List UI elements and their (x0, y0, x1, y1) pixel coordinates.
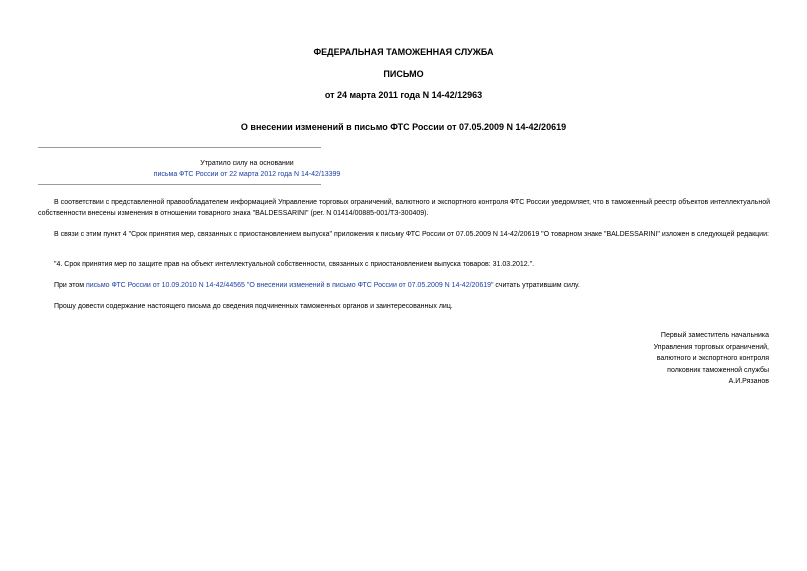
doc-type: ПИСЬМО (383, 69, 424, 79)
signature-line-1: Первый заместитель начальника (660, 332, 769, 339)
old-letter-link[interactable]: письмо ФТС России от 10.09.2010 N 14-42/44565 "О внесении изменений в письмо ФТС России от 07.05.2009 N 14-42/20619" (85, 282, 494, 289)
paragraph-3: "4. Срок принятия мер по защите прав на объект интеллектуальной собственности, связанных с приостановлением выпуска товаров: 31.03.2012.". (54, 261, 535, 268)
status-link-line (0, 169, 632, 180)
doc-date-number: от 24 марта 2011 года N 14-42/12963 (324, 90, 483, 100)
repeal-letter-link[interactable]: письма ФТС России от 22 марта 2012 года N 14-42/13399 (153, 171, 341, 178)
signature-name: А.И.Рязанов (728, 378, 769, 385)
signature-block (654, 330, 769, 388)
paragraph-4-suffix: считать утратившим силу. (493, 282, 580, 289)
paragraph-1: В соответствии с представленной правообладателем информацией Управление торговых ограничений, валютного и экспортного контроля ФТС России уведомляет, что в таможенный реестр объектов интеллектуальной собственности внесены изменения в отношении товарного знака "BALDESSARINI" (рег. N 01414/00885-001/ТЗ-300409). (38, 199, 770, 217)
divider-top (38, 147, 321, 148)
doc-subject: О внесении изменений в письмо ФТС России от 07.05.2009 N 14-42/20619 (240, 122, 567, 132)
signature-line-3: валютного и экспортного контроля (656, 355, 769, 362)
paragraph-2: В связи с этим пункт 4 "Срок принятия мер, связанных с приостановлением выпуска" приложения к письму ФТС России от 07.05.2009 N 14-42/20619 "О товарном знаке "BALDESSARINI" изложен в следующей редакции: (54, 231, 769, 238)
org-title: ФЕДЕРАЛЬНАЯ ТАМОЖЕННАЯ СЛУЖБА (313, 47, 494, 57)
paragraph-4 (38, 280, 770, 291)
paragraph-5: Прошу довести содержание настоящего письма до сведения подчиненных таможенных органов и заинтересованных лиц. (54, 303, 453, 310)
status-text: Утратило силу на основании (200, 160, 294, 167)
paragraph-4-prefix: При этом (54, 282, 86, 289)
signature-line-2: Управления торговых ограничений, (653, 343, 769, 351)
signature-line-4: полковник таможенной службы (667, 366, 769, 374)
divider-bottom (38, 184, 321, 185)
